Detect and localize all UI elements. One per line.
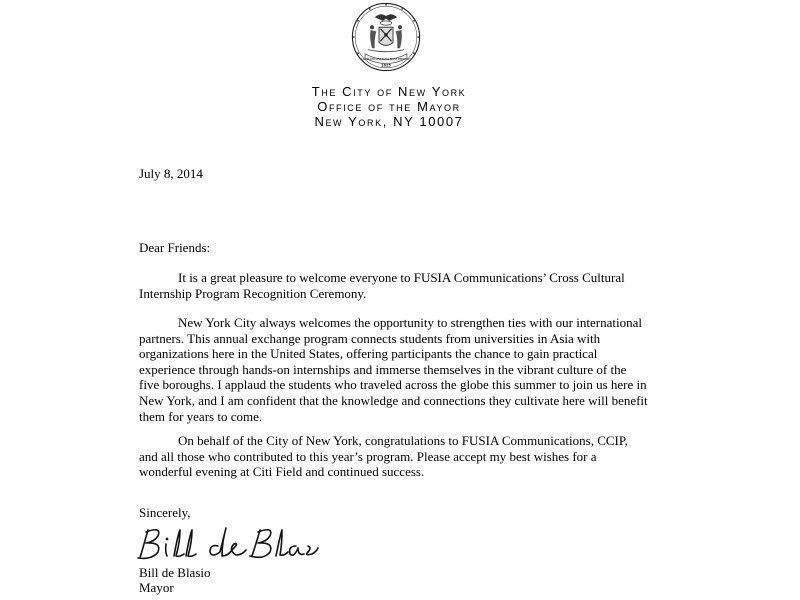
letter-paragraph-2: New York City always welcomes the opportunity to strengthen ties with our international partners. This annual exchange program connects students from universities in Asia with organizations here in the United States, offering participants the chance to gain practical experience through hands-on internships and immerse themselves in the vibrant culture of the five boroughs. I applaud the students who traveled across the globe this summer to join us here in New York, and I am confident that the knowledge and connections they cultivate here will benefit them for years to come. [139, 315, 648, 424]
signature-image [136, 522, 321, 564]
city-seal-icon [351, 2, 421, 72]
seal-motto: SIGILLUM CIVITATIS NOVI EBORACI [360, 57, 412, 62]
letter-date: July 8, 2014 [139, 166, 203, 181]
letterhead-line-city: The City of New York [311, 84, 467, 99]
letterhead-line-address: New York, NY 10007 [314, 114, 464, 129]
signer-title: Mayor [139, 580, 174, 595]
signer-name: Bill de Blasio [139, 565, 211, 580]
letter-paragraph-1: It is a great pleasure to welcome everyone to FUSIA Communications’ Cross Cultural Internship Program Recognition Ceremony. [139, 270, 625, 301]
letter-salutation: Dear Friends: [139, 240, 211, 255]
seal-year: 1625 [381, 63, 391, 68]
letterhead [0, 84, 778, 129]
letter-paragraph-3: On behalf of the City of New York, congratulations to FUSIA Communications, CCIP, and all those who contributed to this year’s program. Please accept my best wishes for a wonderful evening at Citi Field and continued success. [139, 433, 628, 480]
letter-closing: Sincerely, [139, 505, 191, 520]
signer-block [139, 565, 211, 595]
letterhead-line-office: Office of the Mayor [317, 99, 461, 114]
